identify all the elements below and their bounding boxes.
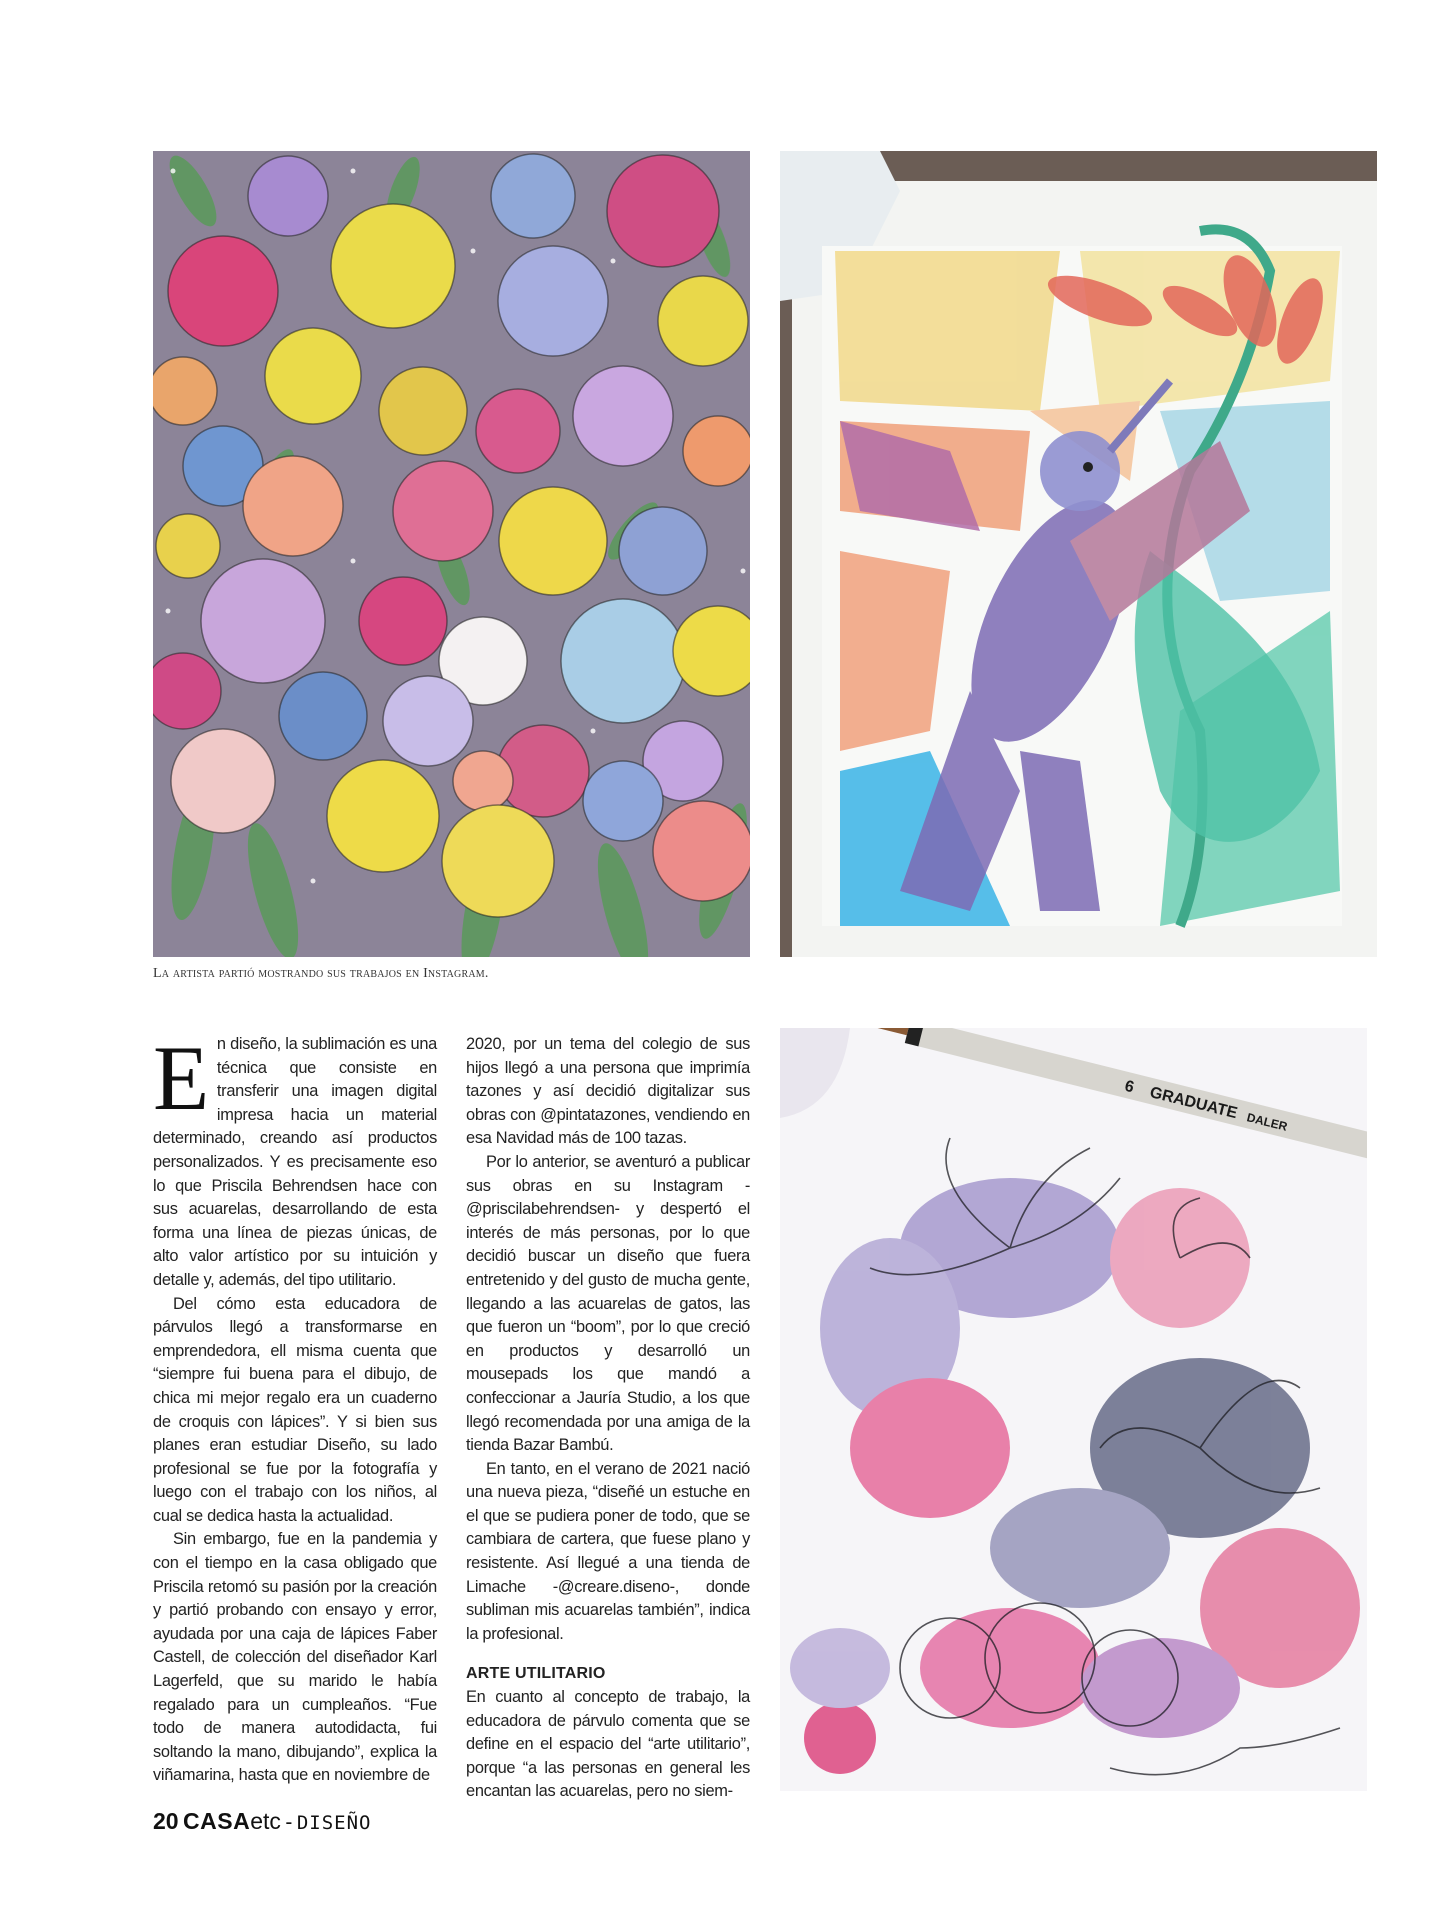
- article-paragraph: En cuanto al concepto de trabajo, la educadora de párvulo comenta que se define en el espacio del “arte utilitario”, porque “a las personas en general les encantan las acuarelas, pero no siem-: [466, 1688, 750, 1801]
- section-subhead: ARTE UTILITARIO: [466, 1665, 606, 1683]
- footer-separator: -: [285, 1811, 293, 1834]
- hummingbird-painting-image: [780, 151, 1377, 957]
- flower-painting-image: [153, 151, 750, 957]
- article-paragraph: Sin embargo, fue en la pandemia y con el tiempo en la casa obligado que Priscila retomó su pasión por la creación y partió probando con ensayo y error, ayudada por una caja de lápices Faber Castell, de colección del diseñador Karl Lagerfeld, que su marido le había regalado para un cumpleaños. “Fue todo de manera autodidacta, fui soltando la mano, dibujando”, explica la viñamarina, hasta que en noviembre de: [153, 1530, 437, 1785]
- drop-cap: E: [153, 1027, 209, 1129]
- hummingbird-painting-photo: [780, 151, 1377, 957]
- magazine-brand-suffix: etc: [250, 1808, 281, 1834]
- pencil-number-text: 6: [1122, 1077, 1136, 1097]
- pencil-brand-text: GRADUATE: [1148, 1084, 1240, 1123]
- photo-caption: La artista partió mostrando sus trabajos en Instagram.: [153, 966, 489, 981]
- article-paragraph: Por lo anterior, se aventuró a publicar sus obras en su Instagram -@priscilabehrendsen- y despertó el interés de más personas, por lo que decidió buscar un diseño que fuera entretenido y del gusto de mucha gente, llegando a las acuarelas de gatos, las que fueron un “boom”, por lo que creció en productos y desarrolló un mousepads los que mandó a confeccionar a Jauría Studio, a los que llegó recomendada por una amiga de la tienda Bazar Bambú.: [466, 1152, 750, 1455]
- article-column-right: [466, 1033, 750, 1804]
- sketch-painting-image: [780, 1028, 1367, 1791]
- article-paragraph: 2020, por un tema del colegio de sus hijos llegó a una persona que imprimía tazones y así decidió digitalizar sus obras con @pintatazones, vendiendo en esa Navidad más de 100 tazas.: [466, 1035, 750, 1148]
- pencil-maker-text: DALER: [1245, 1110, 1289, 1134]
- sketch-painting-photo: [780, 1028, 1367, 1791]
- article-paragraph: Del cómo esta educadora de párvulos llegó a transformarse en emprendedora, ell misma cuenta que “siempre fui buena para el dibujo, de chica mi mejor regalo era un cuaderno de croquis con lápices”. Y si bien sus planes eran estudiar Diseño, su lado profesional se fue por la fotografía y luego con el trabajo con los niños, al cual se dedica hasta la actualidad.: [153, 1294, 437, 1525]
- article-column-left: [153, 1027, 437, 1788]
- paragraph-text: n diseño, la sublimación es una técnica que consiste en transferir una imagen digital impresa hacia un material determinado, creando así productos personalizados. Y es precisamente eso lo que Priscila Behrendsen hace con sus acuarelas, desarrollando de esta forma una línea de piezas únicas, de alto valor artístico por su intuición y detalle y, además, del tipo utilitario.: [153, 1035, 437, 1289]
- page-number: 20: [153, 1808, 179, 1834]
- article-paragraph: En tanto, en el verano de 2021 nació una nueva pieza, “diseñé un estuche en el que se pudiera poner de todo, que se cambiara de cartera, que fuese plano y resistente. Así llegué a una tienda de Limache -@creare.diseno-, donde subliman mis acuarelas también”, indica la profesional.: [466, 1459, 750, 1643]
- page-footer: [153, 1808, 371, 1835]
- article-paragraph: [153, 1027, 437, 1293]
- flower-painting-photo: [153, 151, 750, 957]
- magazine-brand: CASA: [183, 1808, 251, 1834]
- section-name: DISEÑO: [296, 1812, 372, 1834]
